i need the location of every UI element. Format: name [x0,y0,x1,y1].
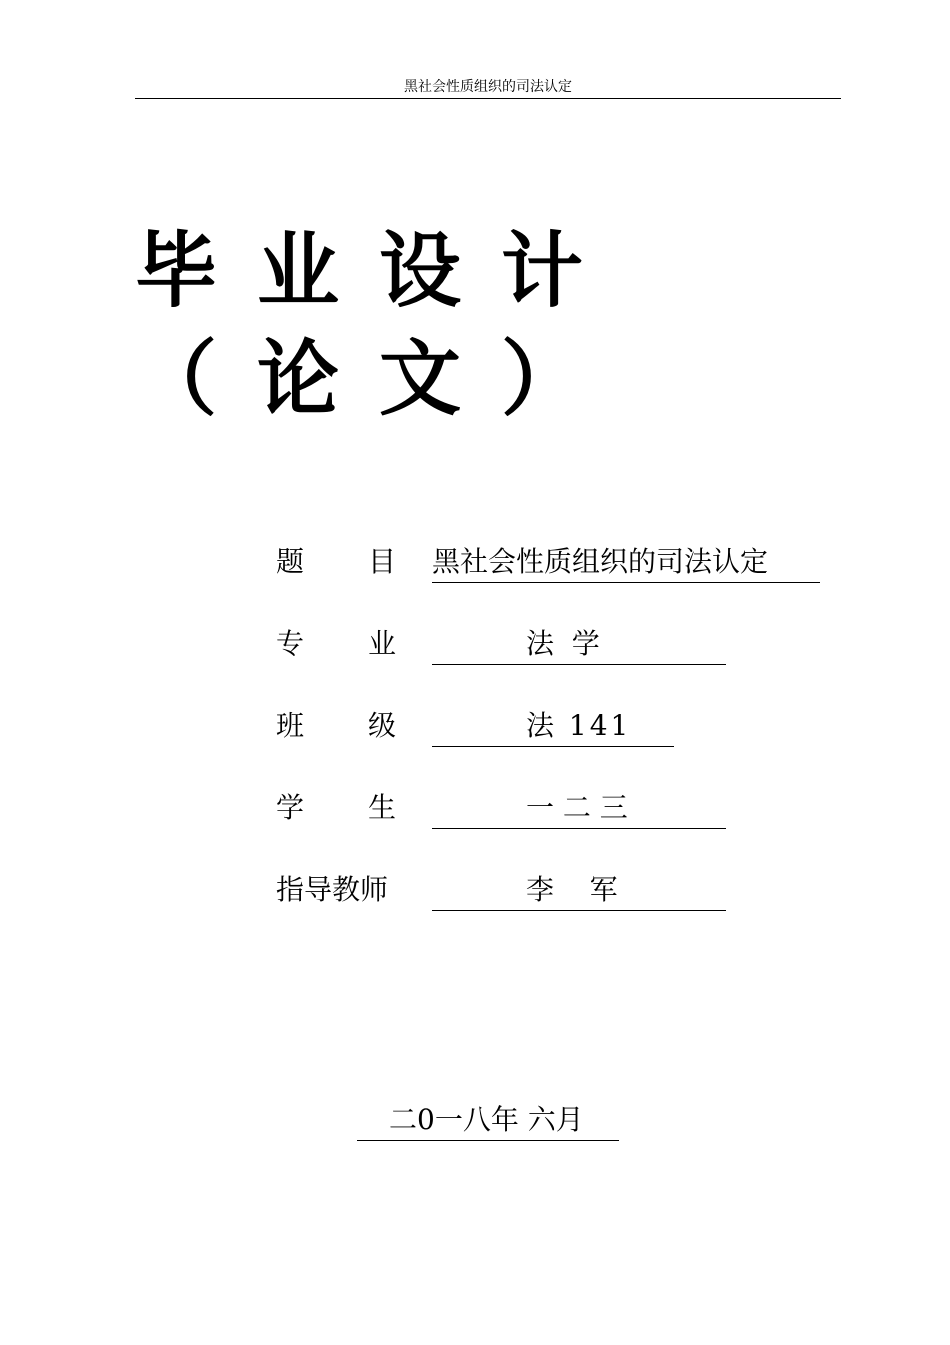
field-major-label-char2: 业 [368,627,397,660]
field-advisor [276,870,736,910]
date-underline [357,1100,619,1141]
field-major-underline [432,624,726,665]
field-class-value: 法 141 [526,709,632,742]
date-text: 二0一八年 六月 [389,1103,584,1136]
field-topic [276,542,836,582]
field-major-label-char1: 专 [276,627,305,660]
field-class-label-char2: 级 [368,709,397,742]
cover-title: 毕业设计（论文） [135,224,624,427]
field-student-value: 一 二 三 [526,791,628,824]
field-student-label-char1: 学 [276,791,305,824]
running-header: 黑社会性质组织的司法认定 [404,79,572,95]
field-class-label-char1: 班 [276,709,305,742]
field-student-underline [432,788,726,829]
field-advisor-value: 李 军 [526,873,618,906]
field-class-underline [432,706,674,747]
field-topic-label-char2: 目 [368,545,397,578]
field-student-label-char2: 生 [368,791,397,824]
field-advisor-underline [432,870,726,911]
field-major [276,624,736,664]
field-topic-value: 黑社会性质组织的司法认定 [432,545,769,578]
field-student [276,788,736,828]
field-major-value: 法 学 [526,627,600,660]
field-advisor-label: 指导教师 [276,873,389,906]
field-topic-label-char1: 题 [276,545,305,578]
field-topic-underline [432,542,820,583]
header-divider [135,98,841,99]
field-class [276,706,696,746]
